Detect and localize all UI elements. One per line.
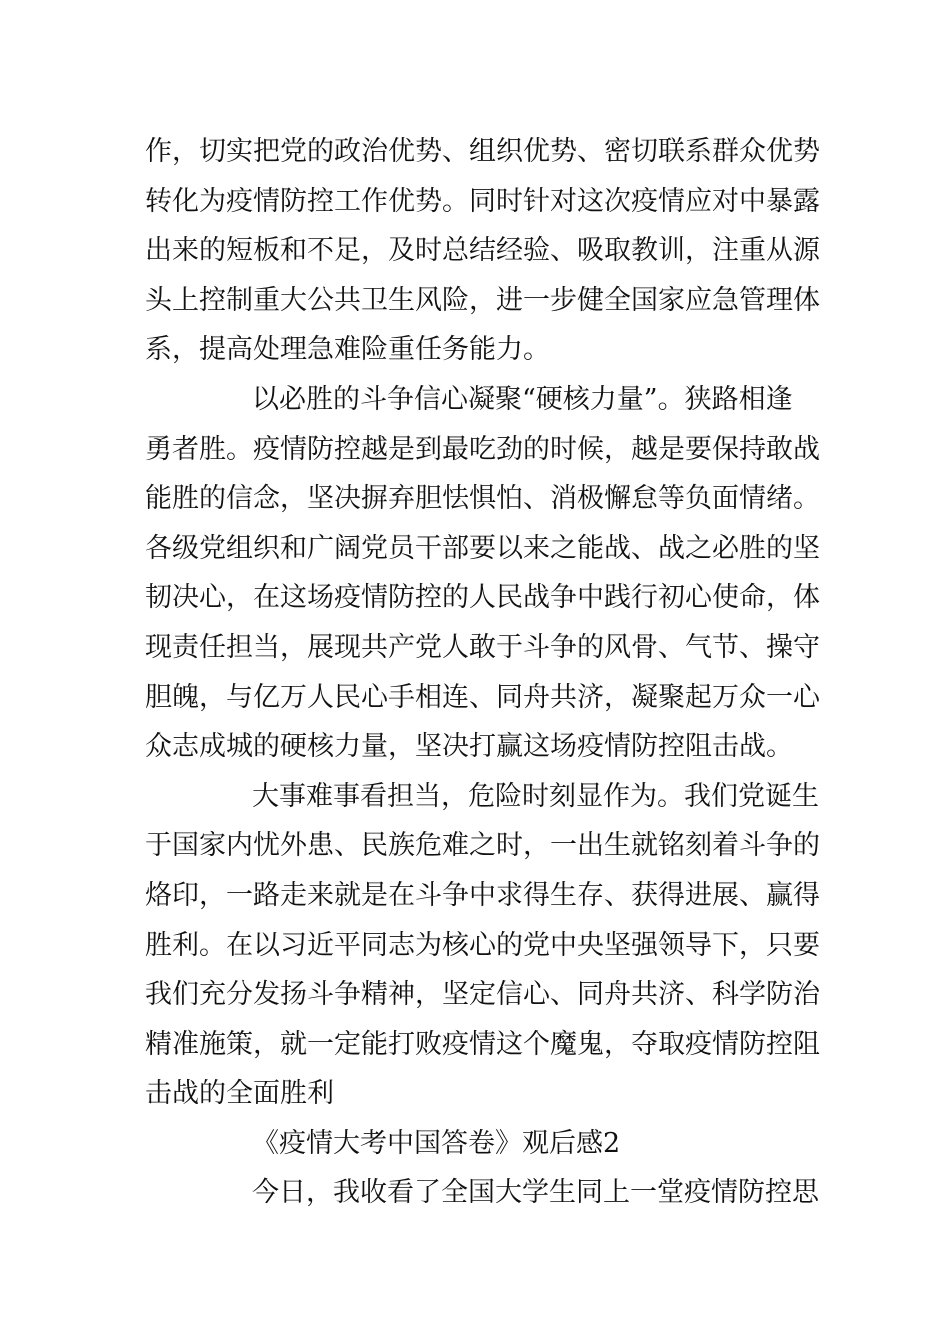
text-line: 今日，我收看了全国大学生同上一堂疫情防控思 xyxy=(252,1177,819,1209)
text-line: 勇者胜。疫情防控越是到最吃劲的时候，越是要保持敢战 xyxy=(145,433,820,465)
text-line: 出来的短板和不足，及时总结经验、吸取教训，注重从源 xyxy=(145,235,820,267)
text-line: 韧决心，在这场疫情防控的人民战争中践行初心使命，体 xyxy=(145,582,820,614)
section-title: 《疫情大考中国答卷》观后感2 xyxy=(252,1127,621,1159)
text-line: 作，切实把党的政治优势、组织优势、密切联系群众优势 xyxy=(145,136,820,167)
text-line: 以必胜的斗争信心凝聚“硬核力量”。狭路相逢 xyxy=(252,383,793,415)
document-body xyxy=(145,127,820,1218)
text-line: 转化为疫情防控工作优势。同时针对这次疫情应对中暴露 xyxy=(145,185,820,217)
text-line: 于国家内忧外患、民族危难之时，一出生就铭刻着斗争的 xyxy=(145,830,820,862)
paragraph-2 xyxy=(145,375,820,772)
text-line: 精准施策，就一定能打败疫情这个魔鬼，夺取疫情防控阻 xyxy=(145,1028,820,1060)
text-line: 胜利。在以习近平同志为核心的党中央坚强领导下，只要 xyxy=(145,929,820,961)
text-line: 头上控制重大公共卫生风险，进一步健全国家应急管理体 xyxy=(145,284,820,316)
text-line: 我们充分发扬斗争精神，坚定信心、同舟共济、科学防治 xyxy=(145,979,820,1011)
text-line: 击战的全面胜利 xyxy=(145,1078,334,1110)
text-line: 各级党组织和广阔党员干部要以来之能战、战之必胜的坚 xyxy=(145,532,820,564)
text-line: 能胜的信念，坚决摒弃胆怯惧怕、消极懈怠等负面情绪。 xyxy=(145,483,820,515)
text-line: 系，提高处理急难险重任务能力。 xyxy=(145,334,550,366)
text-line: 烙印，一路走来就是在斗争中求得生存、获得进展、赢得 xyxy=(145,879,820,911)
paragraph-3 xyxy=(145,772,820,1119)
paragraph-1 xyxy=(145,127,820,375)
text-line: 现责任担当，展现共产党人敢于斗争的风骨、气节、操守 xyxy=(145,631,820,663)
text-line: 胆魄，与亿万人民心手相连、同舟共济，凝聚起万众一心 xyxy=(145,681,820,713)
text-line: 大事难事看担当，危险时刻显作为。我们党诞生 xyxy=(252,780,819,812)
text-line: 众志成城的硬核力量，坚决打赢这场疫情防控阻击战。 xyxy=(145,731,793,763)
